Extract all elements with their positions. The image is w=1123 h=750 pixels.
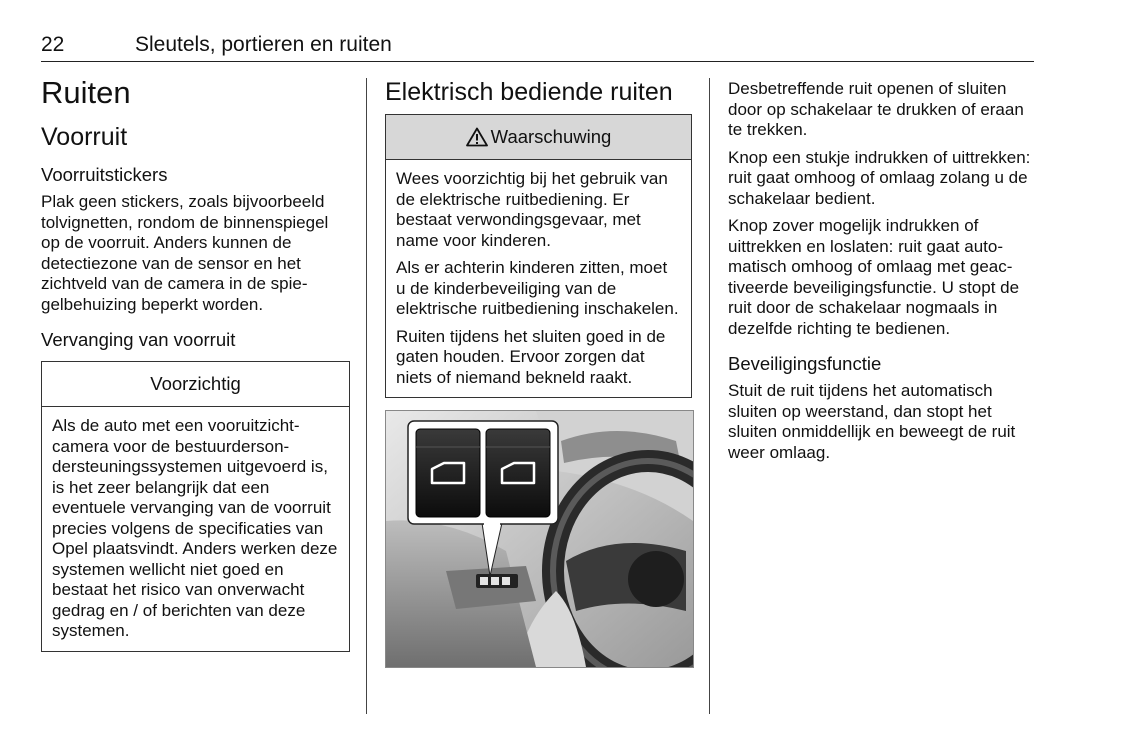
paragraph-safety-function: Stuit de ruit tijdens het automatisch sluiten op weerstand, dan stopt het sluiten onmiddellijk en beweegt de ruit weer omlaag. [728, 381, 1016, 462]
warning-box [385, 114, 692, 398]
caution-text: Als de auto met een vooruitzichtcamera voor de bestuurdersondersteuningssystemen uitgevoerd is, is het zeer belangrijk dat een eventuele vervanging van de voorruit precies volgens de specificaties van Opel plaatsvindt. Anders werken deze systemen wellicht niet goed en bestaat het risico van onverwacht gedrag en / of berichten van deze systemen. [52, 416, 338, 640]
paragraph-open-close: Desbetreffende ruit openen of sluiten door op schakelaar te drukken of eraan te trekken. [728, 79, 1024, 139]
page-header [41, 33, 1034, 62]
paragraph-press-fully: Knop zover mogelijk indrukken of uittrekken en loslaten: ruit gaat automatisch omhoog of omlaag met geactiveerde beveiligingsfunctie. U stopt de ruit door de schakelaar nogmaals in dezelfde richting te bedienen. [728, 216, 1020, 338]
section-title: Ruiten [41, 75, 131, 110]
column-middle [385, 74, 692, 668]
heading-replacement: Vervanging van voorruit [41, 329, 236, 350]
chapter-title: Sleutels, portieren en ruiten [135, 33, 392, 56]
column-divider [366, 78, 367, 714]
subsection-title: Voorruit [41, 123, 128, 151]
paragraph-press-briefly: Knop een stukje indrukken of uittrekken: ruit gaat omhoog of omlaag zolang u de schakelaar bedient. [728, 147, 1031, 208]
warning-header [386, 115, 691, 160]
page-number: 22 [41, 33, 65, 56]
section-title-windows: Elektrisch bediende ruiten [385, 78, 673, 106]
warning-title: Waarschuwing [490, 126, 612, 147]
warning-triangle-icon [466, 127, 488, 147]
warning-paragraph-1: Wees voorzichtig bij het gebruik van de elektrische ruitbediening. Er bestaat verwondingsgevaar, met name voor kinderen. [396, 169, 668, 250]
column-left [41, 74, 350, 652]
heading-safety-function: Beveiligingsfunctie [728, 353, 882, 374]
warning-paragraph-2: Als er achterin kinderen zitten, moet u de kinderbeveiliging van de elektrische ruitbediening inschakelen. [396, 258, 679, 318]
column-divider [709, 78, 710, 714]
column-right [728, 79, 1038, 470]
warning-paragraph-3: Ruiten tijdens het sluiten goed in de gaten houden. Ervoor zorgen dat niets of niemand bekneld raakt. [396, 326, 666, 387]
window-switch-illustration [385, 410, 694, 668]
heading-stickers: Voorruitstickers [41, 164, 168, 185]
caution-box [41, 361, 350, 652]
caution-title: Voorzichtig [42, 362, 349, 407]
paragraph-stickers: Plak geen stickers, zoals bijvoorbeeld tolvignetten, rondom de binnenspiegel op de voorruit. Anders kunnen de detectiezone van de sensor en het zichtveld van de camera in de spiegelbehuizing beperkt worden. [41, 192, 329, 314]
